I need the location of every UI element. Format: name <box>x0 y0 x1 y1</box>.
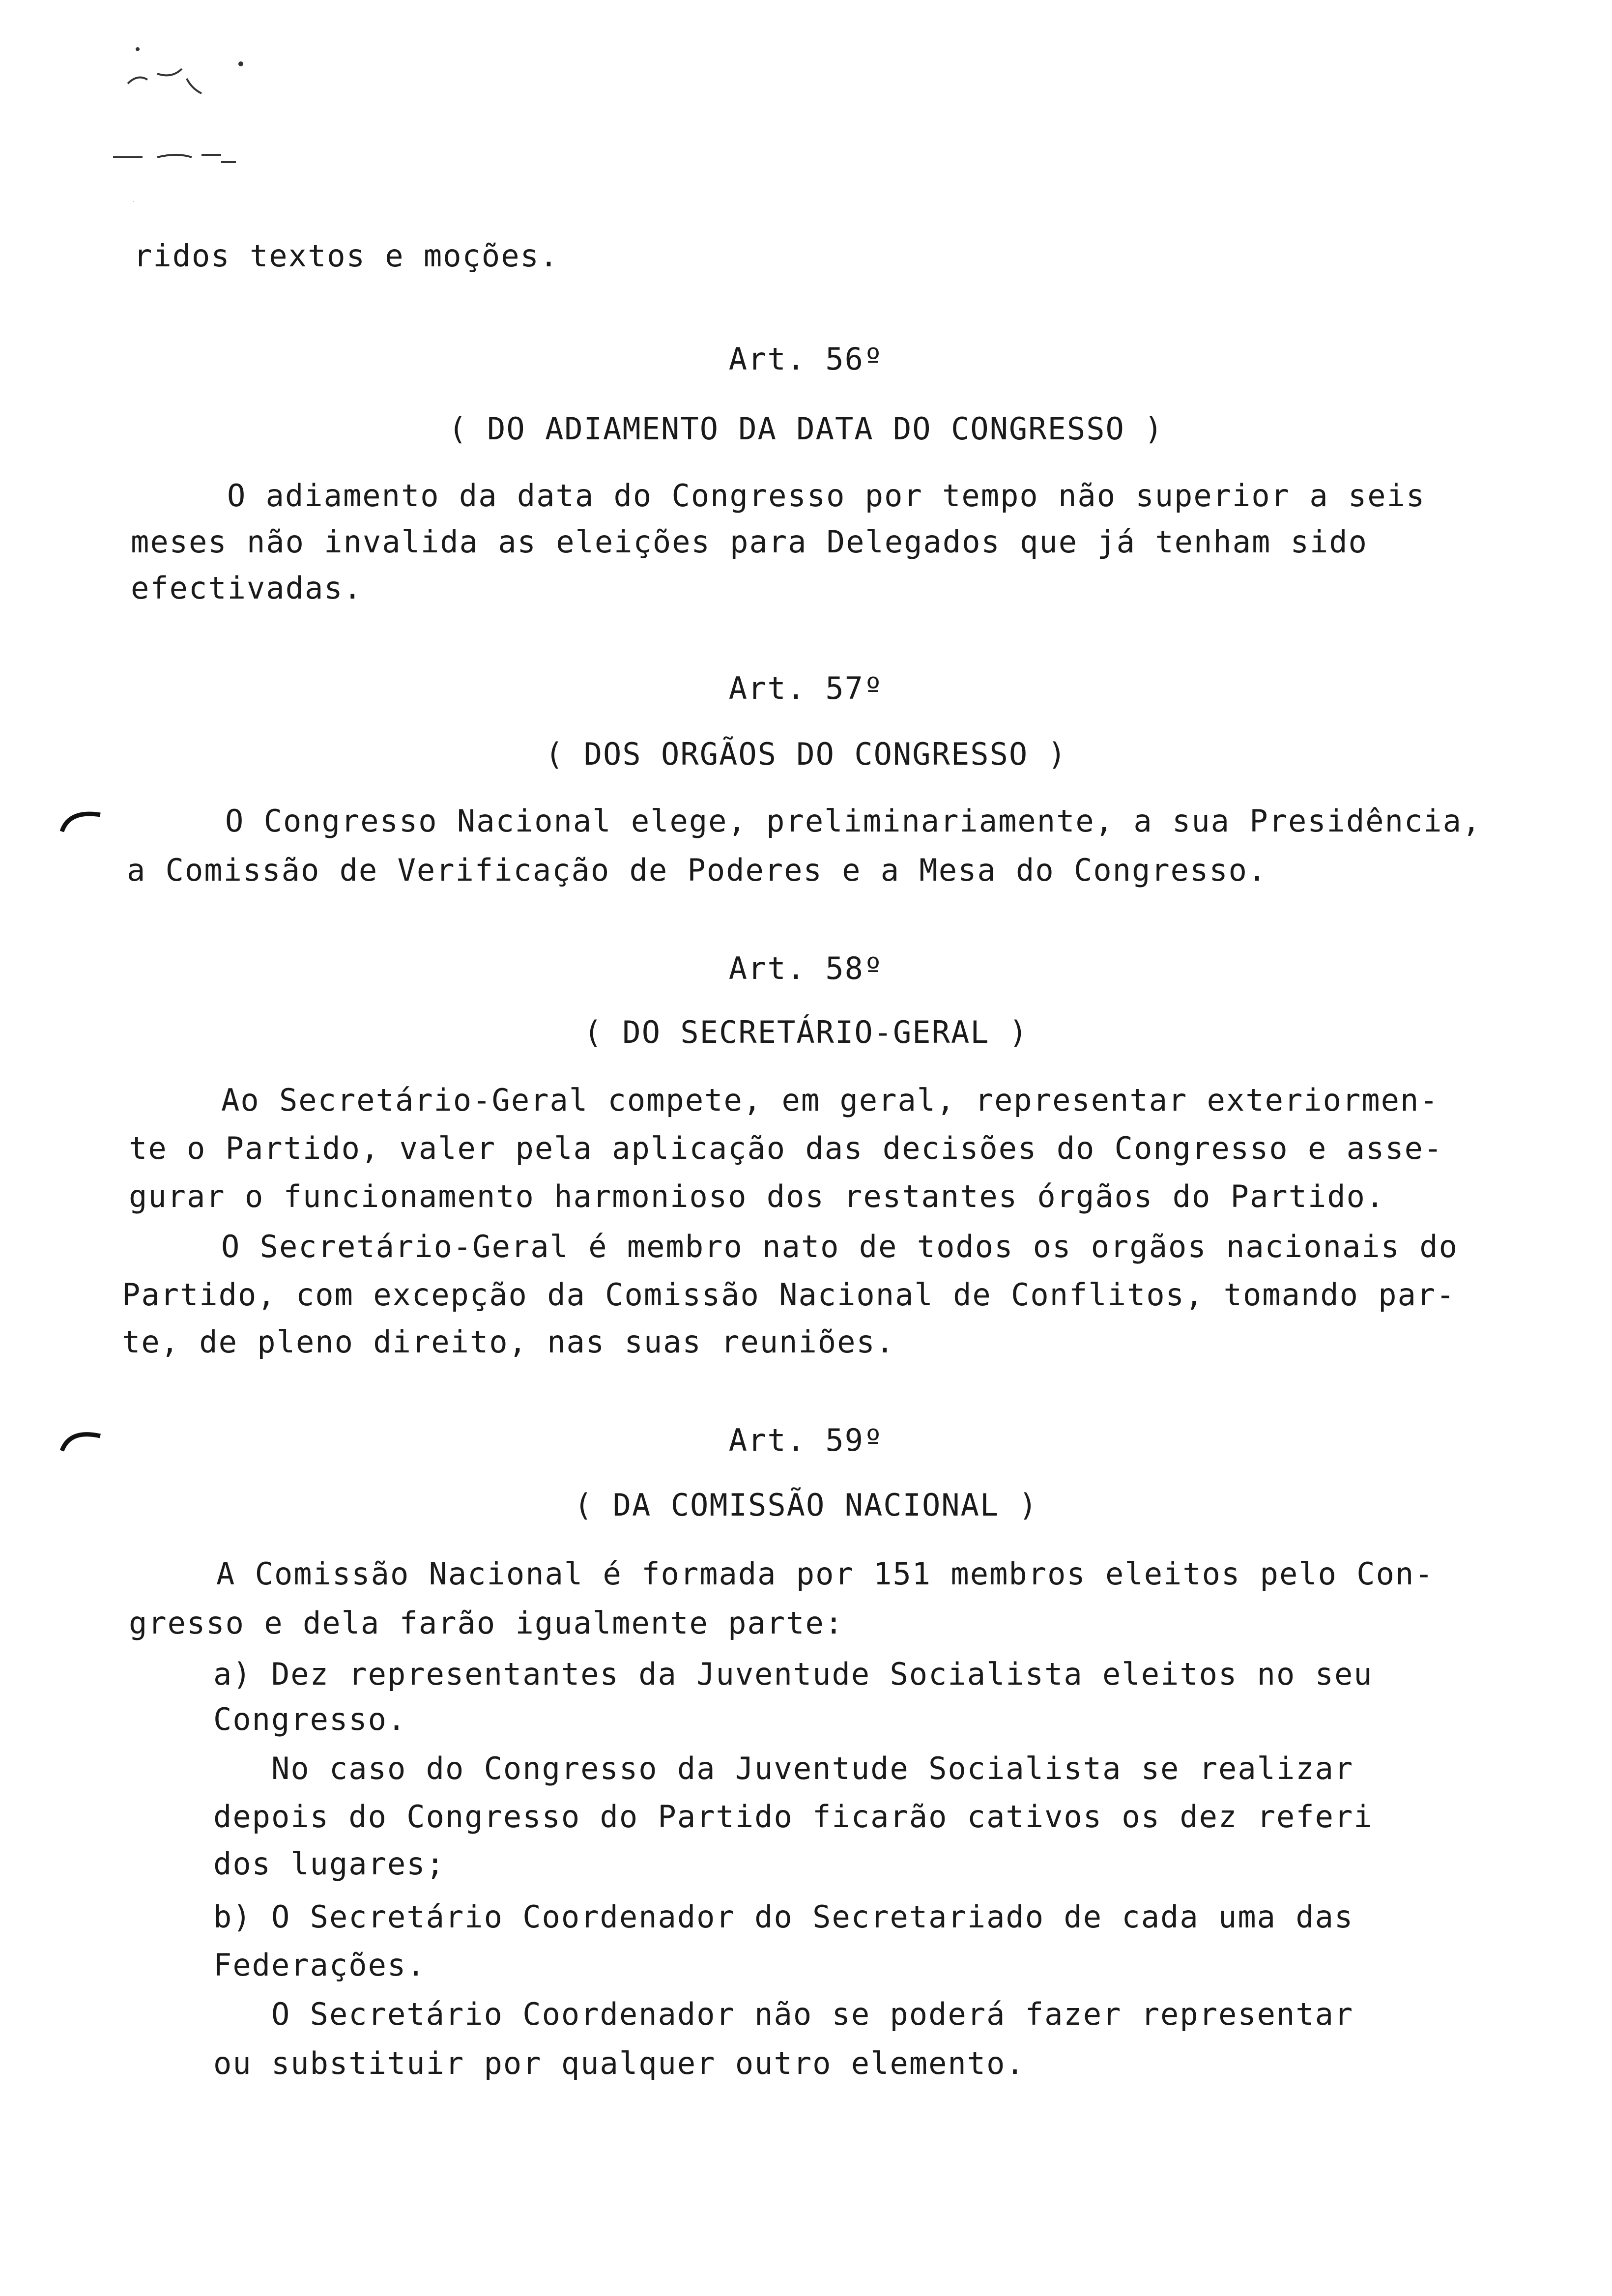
article-heading: Art. 58º <box>728 950 884 986</box>
text-line: efectivadas. <box>131 570 363 606</box>
text-line: ridos textos e moções. <box>134 238 559 274</box>
text-line: ou substituir por qualquer outro elemento. <box>213 2045 1025 2081</box>
text-line: depois do Congresso do Partido ficarão cativos os dez referi <box>213 1799 1373 1835</box>
text-line: gurar o funcionamento harmonioso dos restantes órgãos do Partido. <box>129 1178 1385 1214</box>
scan-mark-icon <box>103 39 251 201</box>
article-heading: Art. 56º <box>728 341 884 377</box>
margin-mark-icon <box>59 806 103 835</box>
text-line: b) O Secretário Coordenador do Secretariado de cada uma das <box>213 1899 1354 1935</box>
text-line: O Congresso Nacional elege, preliminariamente, a sua Presidência, <box>225 803 1482 839</box>
text-line: gresso e dela farão igualmente parte: <box>129 1605 844 1641</box>
text-line: Ao Secretário-Geral compete, em geral, representar exteriormen- <box>221 1082 1439 1118</box>
text-line: O Secretário-Geral é membro nato de todos os orgãos nacionais do <box>221 1229 1458 1264</box>
text-line: Partido, com excepção da Comissão Nacional de Conflitos, tomando par- <box>122 1277 1456 1313</box>
text-line: te o Partido, valer pela aplicação das decisões do Congresso e asse- <box>129 1130 1443 1166</box>
text-line: a Comissão de Verificação de Poderes e a Mesa do Congresso. <box>127 852 1267 888</box>
article-heading: Art. 57º <box>728 670 884 706</box>
text-line: Federações. <box>213 1947 426 1983</box>
article-subheading: ( DO ADIAMENTO DA DATA DO CONGRESSO ) <box>448 411 1164 447</box>
text-line: meses não invalida as eleições para Delegados que já tenham sido <box>131 524 1368 560</box>
article-subheading: ( DA COMISSÃO NACIONAL ) <box>574 1487 1038 1523</box>
article-subheading: ( DOS ORGÃOS DO CONGRESSO ) <box>545 736 1067 772</box>
text-line: Congresso. <box>213 1701 407 1737</box>
article-subheading: ( DO SECRETÁRIO-GERAL ) <box>583 1014 1029 1050</box>
article-heading: Art. 59º <box>728 1422 884 1458</box>
text-line: te, de pleno direito, nas suas reuniões. <box>122 1324 895 1360</box>
text-line: a) Dez representantes da Juventude Socialista eleitos no seu <box>213 1656 1373 1692</box>
text-line: dos lugares; <box>213 1846 445 1882</box>
text-line: A Comissão Nacional é formada por 151 membros eleitos pelo Con- <box>216 1556 1434 1592</box>
text-line: O Secretário Coordenador não se poderá fazer representar <box>271 1996 1354 2032</box>
text-line: No caso do Congresso da Juventude Socialista se realizar <box>271 1751 1354 1786</box>
text-line: O adiamento da data do Congresso por tempo não superior a seis <box>227 478 1426 514</box>
